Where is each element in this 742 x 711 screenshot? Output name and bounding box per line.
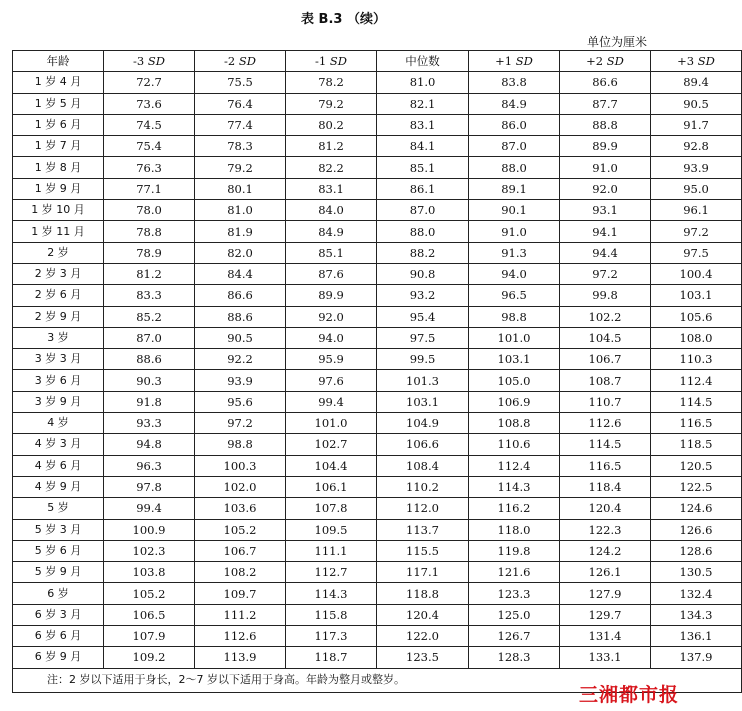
value-cell: 99.8 xyxy=(560,285,651,306)
value-cell: 134.3 xyxy=(651,604,742,625)
value-cell: 125.0 xyxy=(469,604,560,625)
value-cell: 121.6 xyxy=(469,562,560,583)
value-cell: 76.3 xyxy=(104,157,195,178)
value-cell: 100.4 xyxy=(651,263,742,284)
age-cell: 1 岁 5 月 xyxy=(13,93,104,114)
value-cell: 82.0 xyxy=(195,242,286,263)
value-cell: 99.4 xyxy=(104,498,195,519)
col-header-plus3sd: +3 SD xyxy=(651,51,742,72)
age-cell: 1 岁 9 月 xyxy=(13,178,104,199)
value-cell: 112.0 xyxy=(377,498,469,519)
value-cell: 95.6 xyxy=(195,391,286,412)
age-cell: 5 岁 9 月 xyxy=(13,562,104,583)
table-row xyxy=(13,200,742,221)
value-cell: 107.9 xyxy=(104,626,195,647)
table-row xyxy=(13,327,742,348)
age-cell: 1 岁 10 月 xyxy=(13,200,104,221)
value-cell: 113.7 xyxy=(377,519,469,540)
age-cell: 4 岁 6 月 xyxy=(13,455,104,476)
value-cell: 94.4 xyxy=(560,242,651,263)
value-cell: 104.5 xyxy=(560,327,651,348)
value-cell: 106.7 xyxy=(560,349,651,370)
value-cell: 108.8 xyxy=(469,413,560,434)
value-cell: 97.2 xyxy=(195,413,286,434)
value-cell: 110.2 xyxy=(377,476,469,497)
age-cell: 4 岁 3 月 xyxy=(13,434,104,455)
value-cell: 101.0 xyxy=(286,413,377,434)
value-cell: 96.5 xyxy=(469,285,560,306)
value-cell: 128.6 xyxy=(651,540,742,561)
table-title: 表 B.3 （续） xyxy=(301,12,386,27)
value-cell: 81.2 xyxy=(286,136,377,157)
value-cell: 88.8 xyxy=(560,114,651,135)
col-header-median: 中位数 xyxy=(377,51,469,72)
value-cell: 120.4 xyxy=(377,604,469,625)
value-cell: 104.4 xyxy=(286,455,377,476)
value-cell: 129.7 xyxy=(560,604,651,625)
value-cell: 84.0 xyxy=(286,200,377,221)
value-cell: 120.4 xyxy=(560,498,651,519)
age-cell: 2 岁 3 月 xyxy=(13,263,104,284)
table-row xyxy=(13,476,742,497)
value-cell: 123.3 xyxy=(469,583,560,604)
table-row xyxy=(13,221,742,242)
value-cell: 87.0 xyxy=(377,200,469,221)
value-cell: 118.4 xyxy=(560,476,651,497)
value-cell: 109.5 xyxy=(286,519,377,540)
table-row xyxy=(13,391,742,412)
value-cell: 77.4 xyxy=(195,114,286,135)
value-cell: 94.1 xyxy=(560,221,651,242)
value-cell: 84.9 xyxy=(469,93,560,114)
value-cell: 93.1 xyxy=(560,200,651,221)
value-cell: 78.8 xyxy=(104,221,195,242)
value-cell: 83.8 xyxy=(469,72,560,93)
value-cell: 92.8 xyxy=(651,136,742,157)
value-cell: 116.5 xyxy=(560,455,651,476)
value-cell: 105.2 xyxy=(195,519,286,540)
value-cell: 81.9 xyxy=(195,221,286,242)
table-row xyxy=(13,93,742,114)
value-cell: 110.6 xyxy=(469,434,560,455)
value-cell: 126.7 xyxy=(469,626,560,647)
value-cell: 112.6 xyxy=(195,626,286,647)
age-cell: 5 岁 xyxy=(13,498,104,519)
value-cell: 84.4 xyxy=(195,263,286,284)
value-cell: 84.1 xyxy=(377,136,469,157)
value-cell: 111.1 xyxy=(286,540,377,561)
age-cell: 1 岁 7 月 xyxy=(13,136,104,157)
value-cell: 128.3 xyxy=(469,647,560,668)
value-cell: 89.1 xyxy=(469,178,560,199)
value-cell: 90.5 xyxy=(651,93,742,114)
value-cell: 118.5 xyxy=(651,434,742,455)
value-cell: 90.5 xyxy=(195,327,286,348)
growth-table xyxy=(12,50,742,693)
value-cell: 78.3 xyxy=(195,136,286,157)
table-row xyxy=(13,157,742,178)
value-cell: 103.6 xyxy=(195,498,286,519)
table-row xyxy=(13,178,742,199)
value-cell: 105.0 xyxy=(469,370,560,391)
value-cell: 107.8 xyxy=(286,498,377,519)
value-cell: 126.1 xyxy=(560,562,651,583)
value-cell: 95.9 xyxy=(286,349,377,370)
value-cell: 114.3 xyxy=(469,476,560,497)
table-row xyxy=(13,604,742,625)
value-cell: 93.9 xyxy=(651,157,742,178)
age-cell: 5 岁 3 月 xyxy=(13,519,104,540)
value-cell: 94.8 xyxy=(104,434,195,455)
value-cell: 76.4 xyxy=(195,93,286,114)
value-cell: 108.4 xyxy=(377,455,469,476)
value-cell: 84.9 xyxy=(286,221,377,242)
value-cell: 92.0 xyxy=(560,178,651,199)
value-cell: 98.8 xyxy=(195,434,286,455)
value-cell: 98.8 xyxy=(469,306,560,327)
value-cell: 113.9 xyxy=(195,647,286,668)
value-cell: 101.0 xyxy=(469,327,560,348)
value-cell: 106.6 xyxy=(377,434,469,455)
age-cell: 3 岁 6 月 xyxy=(13,370,104,391)
table-row xyxy=(13,349,742,370)
value-cell: 133.1 xyxy=(560,647,651,668)
table-row xyxy=(13,562,742,583)
value-cell: 126.6 xyxy=(651,519,742,540)
value-cell: 88.6 xyxy=(104,349,195,370)
value-cell: 73.6 xyxy=(104,93,195,114)
value-cell: 137.9 xyxy=(651,647,742,668)
value-cell: 117.3 xyxy=(286,626,377,647)
age-cell: 4 岁 xyxy=(13,413,104,434)
value-cell: 100.9 xyxy=(104,519,195,540)
value-cell: 109.2 xyxy=(104,647,195,668)
value-cell: 97.2 xyxy=(651,221,742,242)
age-cell: 4 岁 9 月 xyxy=(13,476,104,497)
value-cell: 101.3 xyxy=(377,370,469,391)
value-cell: 105.6 xyxy=(651,306,742,327)
value-cell: 123.5 xyxy=(377,647,469,668)
value-cell: 91.7 xyxy=(651,114,742,135)
value-cell: 90.8 xyxy=(377,263,469,284)
age-cell: 6 岁 6 月 xyxy=(13,626,104,647)
table-row xyxy=(13,370,742,391)
value-cell: 83.1 xyxy=(377,114,469,135)
value-cell: 99.4 xyxy=(286,391,377,412)
table-row xyxy=(13,455,742,476)
value-cell: 116.2 xyxy=(469,498,560,519)
value-cell: 106.1 xyxy=(286,476,377,497)
value-cell: 114.5 xyxy=(560,434,651,455)
value-cell: 90.3 xyxy=(104,370,195,391)
value-cell: 75.5 xyxy=(195,72,286,93)
age-cell: 1 岁 11 月 xyxy=(13,221,104,242)
value-cell: 91.0 xyxy=(469,221,560,242)
value-cell: 90.1 xyxy=(469,200,560,221)
value-cell: 114.5 xyxy=(651,391,742,412)
value-cell: 110.7 xyxy=(560,391,651,412)
col-header-minus3sd: -3 SD xyxy=(104,51,195,72)
value-cell: 86.1 xyxy=(377,178,469,199)
age-cell: 1 岁 4 月 xyxy=(13,72,104,93)
value-cell: 80.2 xyxy=(286,114,377,135)
col-header-plus2sd: +2 SD xyxy=(560,51,651,72)
value-cell: 89.4 xyxy=(651,72,742,93)
value-cell: 122.0 xyxy=(377,626,469,647)
value-cell: 118.7 xyxy=(286,647,377,668)
value-cell: 108.0 xyxy=(651,327,742,348)
value-cell: 106.9 xyxy=(469,391,560,412)
value-cell: 93.9 xyxy=(195,370,286,391)
value-cell: 104.9 xyxy=(377,413,469,434)
col-header-plus1sd: +1 SD xyxy=(469,51,560,72)
table-row xyxy=(13,434,742,455)
value-cell: 97.6 xyxy=(286,370,377,391)
value-cell: 116.5 xyxy=(651,413,742,434)
age-cell: 2 岁 9 月 xyxy=(13,306,104,327)
table-row xyxy=(13,285,742,306)
col-header-minus1sd: -1 SD xyxy=(286,51,377,72)
table-row xyxy=(13,519,742,540)
value-cell: 103.1 xyxy=(651,285,742,306)
value-cell: 110.3 xyxy=(651,349,742,370)
value-cell: 103.8 xyxy=(104,562,195,583)
value-cell: 132.4 xyxy=(651,583,742,604)
value-cell: 83.1 xyxy=(286,178,377,199)
value-cell: 106.5 xyxy=(104,604,195,625)
value-cell: 112.4 xyxy=(469,455,560,476)
header-row xyxy=(13,51,742,72)
value-cell: 102.3 xyxy=(104,540,195,561)
value-cell: 127.9 xyxy=(560,583,651,604)
value-cell: 102.7 xyxy=(286,434,377,455)
value-cell: 78.0 xyxy=(104,200,195,221)
table-row xyxy=(13,114,742,135)
value-cell: 91.0 xyxy=(560,157,651,178)
value-cell: 94.0 xyxy=(286,327,377,348)
table-row xyxy=(13,306,742,327)
value-cell: 79.2 xyxy=(195,157,286,178)
value-cell: 77.1 xyxy=(104,178,195,199)
value-cell: 85.1 xyxy=(286,242,377,263)
value-cell: 89.9 xyxy=(560,136,651,157)
value-cell: 131.4 xyxy=(560,626,651,647)
value-cell: 97.2 xyxy=(560,263,651,284)
value-cell: 88.2 xyxy=(377,242,469,263)
age-cell: 3 岁 xyxy=(13,327,104,348)
value-cell: 92.2 xyxy=(195,349,286,370)
table-row xyxy=(13,413,742,434)
value-cell: 122.3 xyxy=(560,519,651,540)
value-cell: 88.6 xyxy=(195,306,286,327)
value-cell: 117.1 xyxy=(377,562,469,583)
value-cell: 115.5 xyxy=(377,540,469,561)
value-cell: 97.5 xyxy=(377,327,469,348)
value-cell: 96.3 xyxy=(104,455,195,476)
value-cell: 75.4 xyxy=(104,136,195,157)
value-cell: 118.8 xyxy=(377,583,469,604)
value-cell: 100.3 xyxy=(195,455,286,476)
value-cell: 93.3 xyxy=(104,413,195,434)
value-cell: 112.4 xyxy=(651,370,742,391)
value-cell: 108.2 xyxy=(195,562,286,583)
value-cell: 95.4 xyxy=(377,306,469,327)
age-cell: 6 岁 3 月 xyxy=(13,604,104,625)
value-cell: 96.1 xyxy=(651,200,742,221)
value-cell: 87.0 xyxy=(104,327,195,348)
value-cell: 97.5 xyxy=(651,242,742,263)
value-cell: 85.1 xyxy=(377,157,469,178)
age-cell: 2 岁 xyxy=(13,242,104,263)
value-cell: 80.1 xyxy=(195,178,286,199)
value-cell: 119.8 xyxy=(469,540,560,561)
value-cell: 93.2 xyxy=(377,285,469,306)
table-row xyxy=(13,647,742,668)
table-row xyxy=(13,242,742,263)
value-cell: 88.0 xyxy=(377,221,469,242)
table-row xyxy=(13,498,742,519)
value-cell: 74.5 xyxy=(104,114,195,135)
table-row xyxy=(13,626,742,647)
table-row xyxy=(13,583,742,604)
value-cell: 85.2 xyxy=(104,306,195,327)
value-cell: 114.3 xyxy=(286,583,377,604)
value-cell: 88.0 xyxy=(469,157,560,178)
age-cell: 5 岁 6 月 xyxy=(13,540,104,561)
value-cell: 78.9 xyxy=(104,242,195,263)
age-cell: 1 岁 8 月 xyxy=(13,157,104,178)
value-cell: 122.5 xyxy=(651,476,742,497)
value-cell: 103.1 xyxy=(469,349,560,370)
value-cell: 81.2 xyxy=(104,263,195,284)
value-cell: 72.7 xyxy=(104,72,195,93)
age-cell: 2 岁 6 月 xyxy=(13,285,104,306)
age-cell: 1 岁 6 月 xyxy=(13,114,104,135)
value-cell: 105.2 xyxy=(104,583,195,604)
value-cell: 91.8 xyxy=(104,391,195,412)
value-cell: 87.0 xyxy=(469,136,560,157)
age-cell: 6 岁 xyxy=(13,583,104,604)
value-cell: 102.2 xyxy=(560,306,651,327)
table-row xyxy=(13,136,742,157)
value-cell: 79.2 xyxy=(286,93,377,114)
value-cell: 95.0 xyxy=(651,178,742,199)
value-cell: 83.3 xyxy=(104,285,195,306)
value-cell: 82.2 xyxy=(286,157,377,178)
value-cell: 130.5 xyxy=(651,562,742,583)
table-note: 注：2 岁以下适用于身长，2〜7 岁以下适用于身高。年龄为整月或整岁。 xyxy=(13,668,742,692)
value-cell: 118.0 xyxy=(469,519,560,540)
value-cell: 102.0 xyxy=(195,476,286,497)
value-cell: 82.1 xyxy=(377,93,469,114)
value-cell: 87.7 xyxy=(560,93,651,114)
value-cell: 89.9 xyxy=(286,285,377,306)
value-cell: 78.2 xyxy=(286,72,377,93)
value-cell: 112.7 xyxy=(286,562,377,583)
value-cell: 109.7 xyxy=(195,583,286,604)
value-cell: 86.6 xyxy=(560,72,651,93)
value-cell: 97.8 xyxy=(104,476,195,497)
table-row xyxy=(13,540,742,561)
value-cell: 94.0 xyxy=(469,263,560,284)
col-header-age: 年龄 xyxy=(13,51,104,72)
table-row xyxy=(13,72,742,93)
age-cell: 3 岁 3 月 xyxy=(13,349,104,370)
value-cell: 81.0 xyxy=(377,72,469,93)
value-cell: 120.5 xyxy=(651,455,742,476)
value-cell: 115.8 xyxy=(286,604,377,625)
value-cell: 111.2 xyxy=(195,604,286,625)
value-cell: 112.6 xyxy=(560,413,651,434)
value-cell: 86.6 xyxy=(195,285,286,306)
value-cell: 108.7 xyxy=(560,370,651,391)
age-cell: 3 岁 9 月 xyxy=(13,391,104,412)
value-cell: 86.0 xyxy=(469,114,560,135)
col-header-minus2sd: -2 SD xyxy=(195,51,286,72)
unit-label: 单位为厘米 xyxy=(586,35,647,49)
value-cell: 124.2 xyxy=(560,540,651,561)
age-cell: 6 岁 9 月 xyxy=(13,647,104,668)
value-cell: 99.5 xyxy=(377,349,469,370)
value-cell: 106.7 xyxy=(195,540,286,561)
value-cell: 124.6 xyxy=(651,498,742,519)
value-cell: 91.3 xyxy=(469,242,560,263)
table-body xyxy=(13,72,742,668)
watermark-logo: 三湘都市报 xyxy=(578,684,679,706)
value-cell: 87.6 xyxy=(286,263,377,284)
value-cell: 92.0 xyxy=(286,306,377,327)
value-cell: 81.0 xyxy=(195,200,286,221)
value-cell: 136.1 xyxy=(651,626,742,647)
value-cell: 103.1 xyxy=(377,391,469,412)
table-row xyxy=(13,263,742,284)
